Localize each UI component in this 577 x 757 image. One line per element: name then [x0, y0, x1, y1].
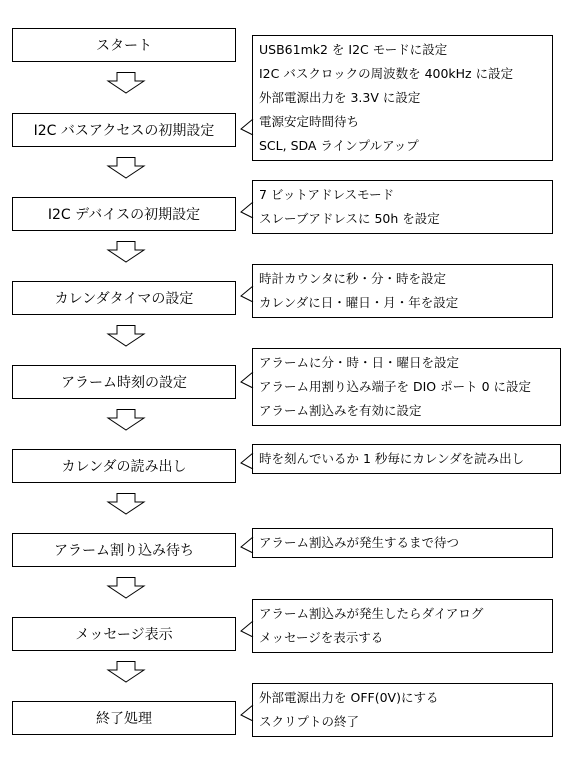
- callout-pointer: [238, 372, 254, 388]
- note-line: アラームに分・時・日・曜日を設定: [259, 355, 460, 370]
- step-start: [12, 28, 236, 62]
- flow-arrow: [107, 409, 145, 431]
- step-label: アラーム時刻の設定: [61, 375, 187, 391]
- note-line: 外部電源出力を OFF(0V)にする: [259, 690, 439, 705]
- note-line: 7 ビットアドレスモード: [259, 187, 395, 202]
- note-i2c-device-init: [252, 180, 553, 234]
- step-label: 終了処理: [96, 711, 152, 727]
- callout-pointer: [238, 202, 254, 218]
- note-exit-processing: [252, 683, 553, 737]
- note-message-display: [252, 599, 553, 653]
- step-exit-processing: [12, 701, 236, 735]
- note-line: SCL, SDA ラインプルアップ: [259, 138, 419, 153]
- note-alarm-time-setup: [252, 348, 561, 426]
- note-line: 電源安定時間待ち: [259, 114, 360, 129]
- note-i2c-bus-init: [252, 35, 553, 161]
- flow-arrow: [107, 661, 145, 683]
- note-line: アラーム割込みが発生したらダイアログ: [259, 606, 484, 621]
- callout-pointer: [238, 286, 254, 302]
- note-line: アラーム割込みが発生するまで待つ: [259, 535, 460, 550]
- flow-arrow: [107, 241, 145, 263]
- note-line: 外部電源出力を 3.3V に設定: [259, 90, 421, 105]
- note-line: アラーム用割り込み端子を DIO ポート 0 に設定: [259, 379, 531, 394]
- step-calendar-read: [12, 449, 236, 483]
- step-label: カレンダの読み出し: [61, 459, 187, 475]
- note-calendar-read: [252, 444, 561, 474]
- flow-arrow: [107, 493, 145, 515]
- flow-arrow: [107, 325, 145, 347]
- note-line: スクリプトの終了: [259, 714, 360, 729]
- note-line: USB61mk2 を I2C モードに設定: [259, 42, 448, 57]
- step-i2c-device-init: [12, 197, 236, 231]
- step-label: カレンダタイマの設定: [54, 291, 194, 307]
- step-i2c-bus-init: [12, 113, 236, 147]
- callout-pointer: [238, 621, 254, 637]
- step-label: スタート: [96, 38, 152, 54]
- step-alarm-time-setup: [12, 365, 236, 399]
- callout-pointer: [238, 119, 254, 135]
- step-label: I2C バスアクセスの初期設定: [33, 123, 215, 139]
- note-line: カレンダに日・曜日・月・年を設定: [259, 295, 459, 310]
- note-line: スレーブアドレスに 50h を設定: [259, 211, 440, 226]
- callout-pointer: [238, 537, 254, 553]
- note-calendar-timer-setup: [252, 264, 553, 318]
- callout-pointer: [238, 705, 254, 721]
- flow-arrow: [107, 157, 145, 179]
- note-line: メッセージを表示する: [259, 630, 384, 645]
- step-message-display: [12, 617, 236, 651]
- step-alarm-wait: [12, 533, 236, 567]
- callout-pointer: [238, 453, 254, 469]
- step-label: メッセージ表示: [75, 627, 173, 643]
- note-line: 時を刻んでいるか 1 秒毎にカレンダを読み出し: [259, 451, 525, 466]
- note-line: I2C バスクロックの周波数を 400kHz に設定: [259, 66, 514, 81]
- step-label: アラーム割り込み待ち: [54, 543, 194, 559]
- step-calendar-timer-setup: [12, 281, 236, 315]
- note-alarm-wait: [252, 528, 553, 558]
- note-line: アラーム割込みを有効に設定: [259, 403, 422, 418]
- flow-arrow: [107, 577, 145, 599]
- note-line: 時計カウンタに秒・分・時を設定: [259, 271, 447, 286]
- flow-arrow: [107, 72, 145, 94]
- step-label: I2C デバイスの初期設定: [47, 207, 201, 223]
